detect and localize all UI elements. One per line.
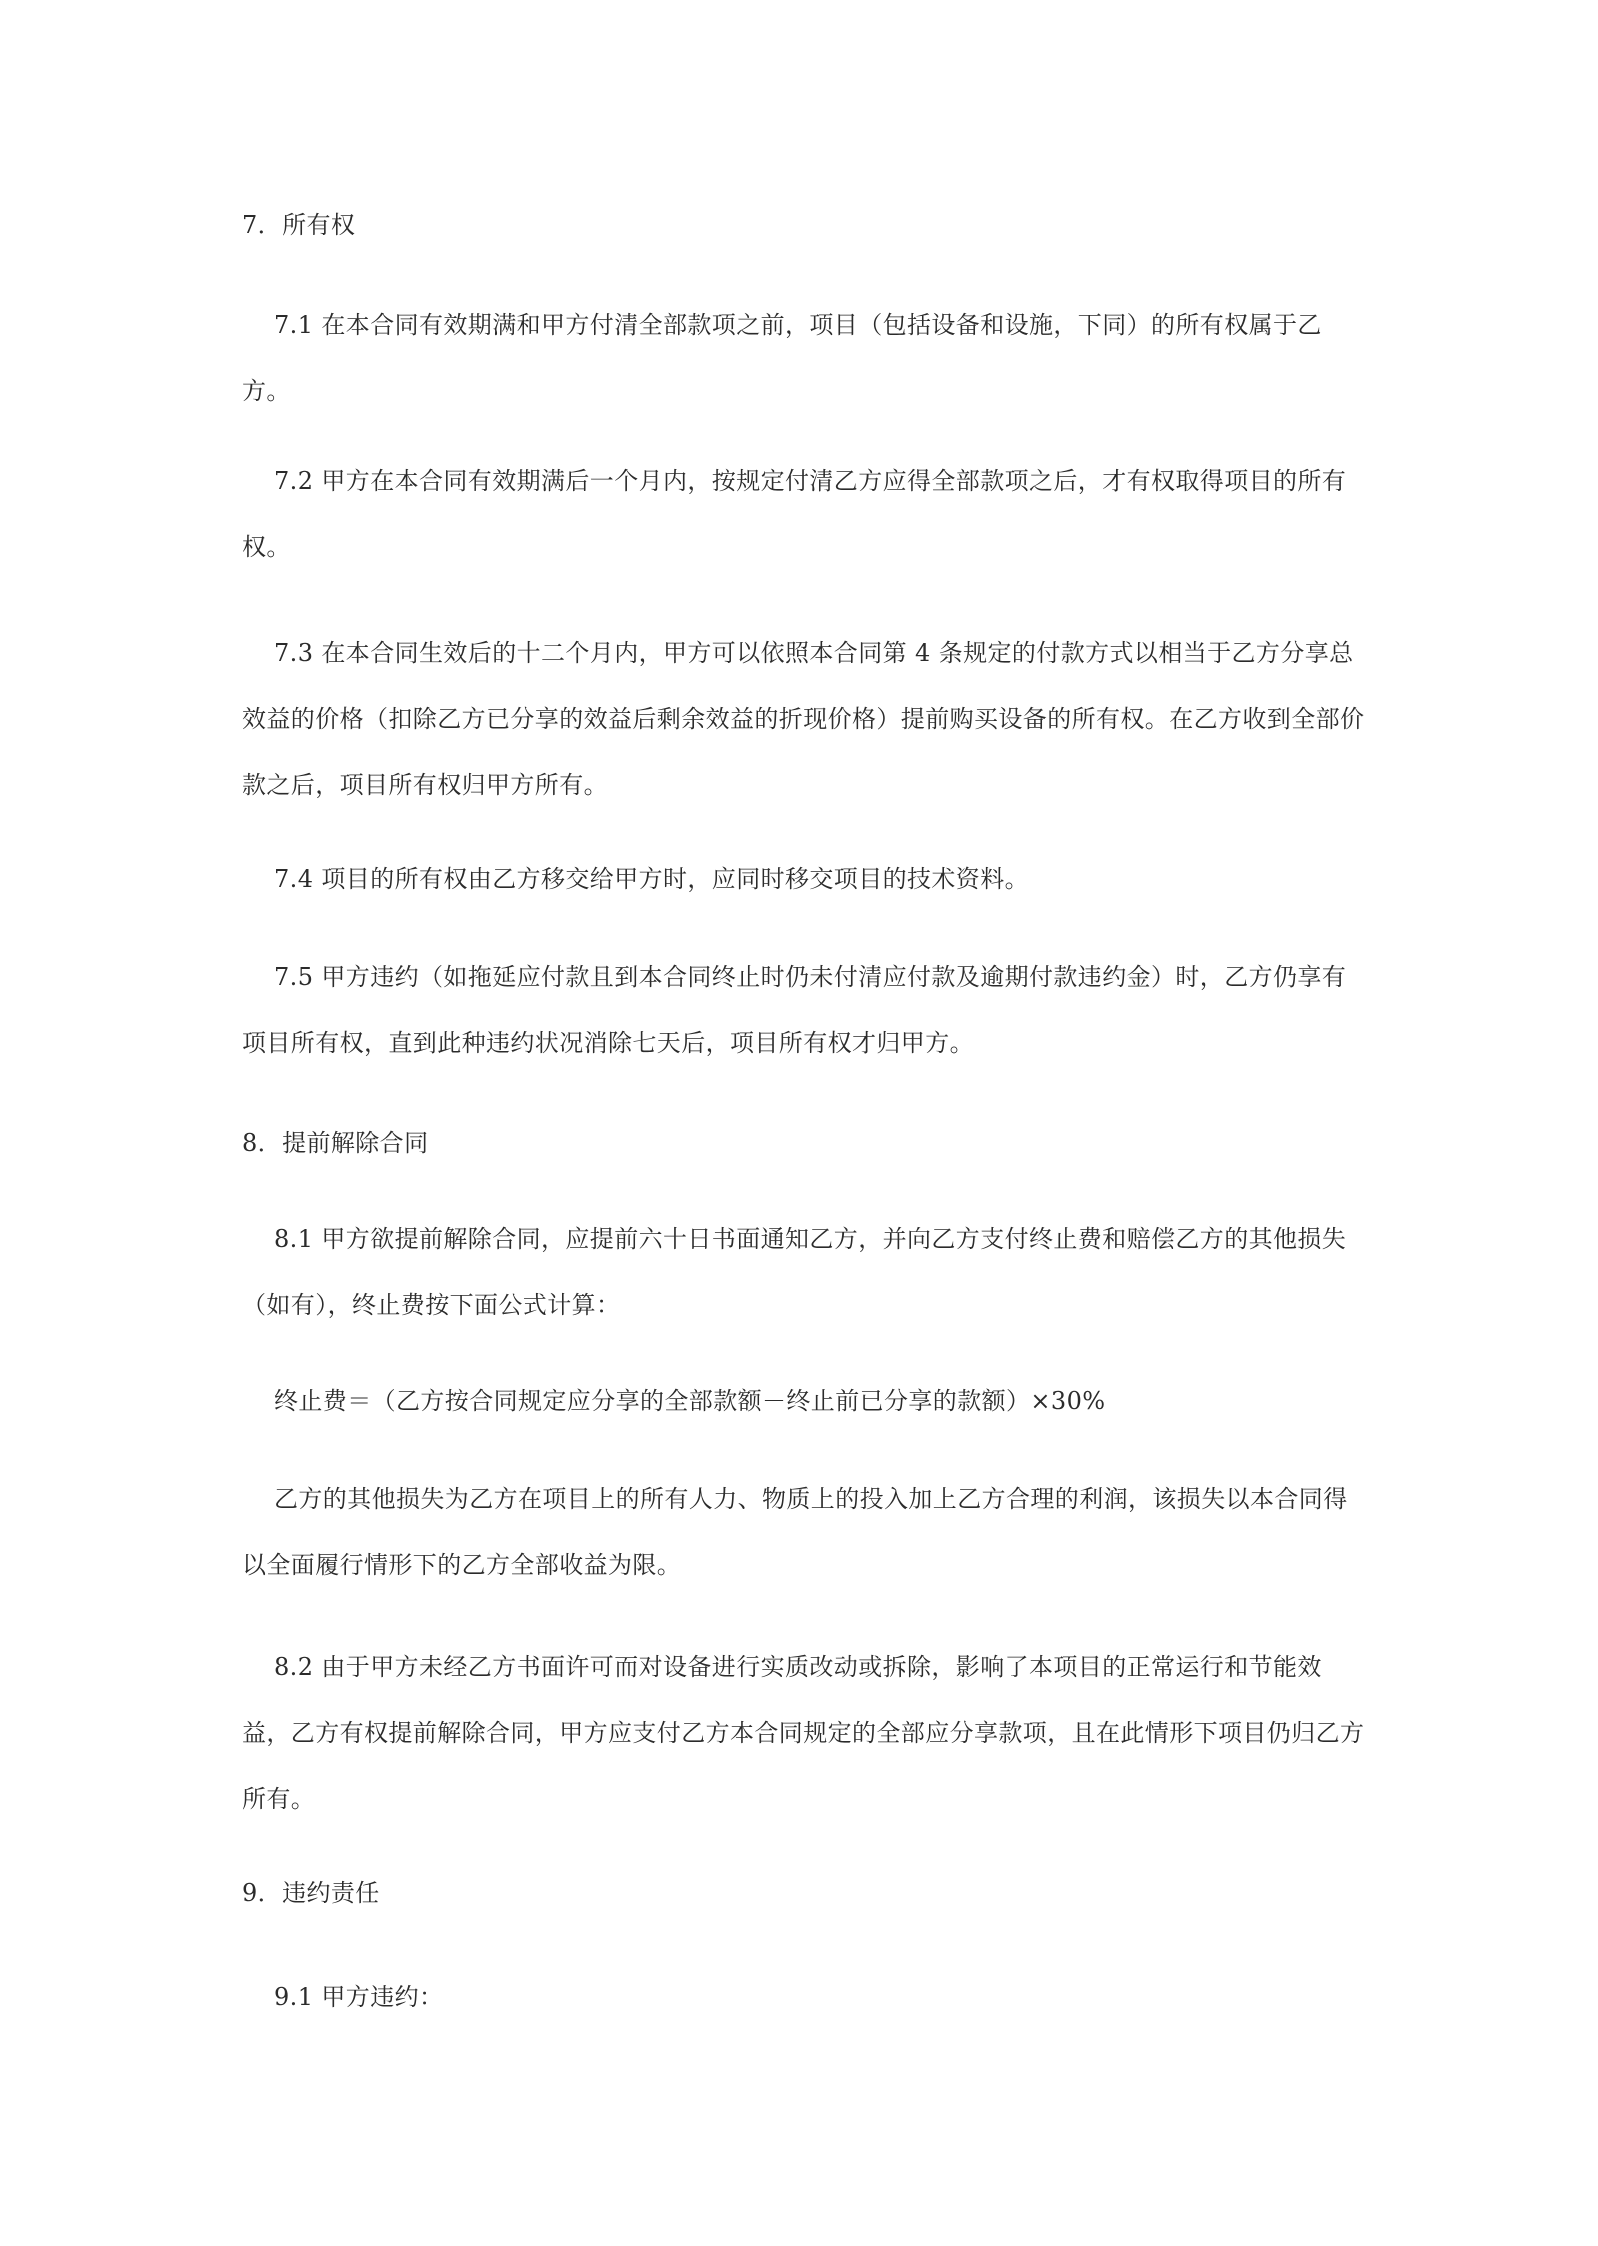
section-heading-9: 9．违约责任 — [242, 1879, 380, 1907]
other-losses-paragraph: 乙方的其他损失为乙方在项目上的所有人力、物质上的投入加上乙方合理的利润，该损失以本合同得以全面履行情形下的乙方全部收益为限。 — [242, 1485, 1348, 1579]
clause-7-1: 7.1 在本合同有效期满和甲方付清全部款项之前，项目（包括设备和设施，下同）的所有权属于乙方。 — [242, 311, 1322, 405]
clause-7-5: 7.5 甲方违约（如拖延应付款且到本合同终止时仍未付清应付款及逾期付款违约金）时，乙方仍享有项目所有权，直到此种违约状况消除七天后，项目所有权才归甲方。 — [242, 963, 1347, 1057]
clause-9-1: 9.1 甲方违约： — [274, 1983, 444, 2011]
clause-7-4: 7.4 项目的所有权由乙方移交给甲方时，应同时移交项目的技术资料。 — [274, 865, 1029, 893]
clause-7-3: 7.3 在本合同生效后的十二个月内，甲方可以依照本合同第 4 条规定的付款方式以相当于乙方分享总效益的价格（扣除乙方已分享的效益后剩余效益的折现价格）提前购买设备的所有权。在乙方收到全部价款之后，项目所有权归甲方所有。 — [242, 639, 1365, 799]
section-heading-8: 8．提前解除合同 — [242, 1129, 429, 1157]
clause-8-1: 8.1 甲方欲提前解除合同，应提前六十日书面通知乙方，并向乙方支付终止费和赔偿乙方的其他损失（如有），终止费按下面公式计算： — [242, 1225, 1347, 1319]
clause-8-2: 8.2 由于甲方未经乙方书面许可而对设备进行实质改动或拆除，影响了本项目的正常运行和节能效益，乙方有权提前解除合同，甲方应支付乙方本合同规定的全部应分享款项，且在此情形下项目仍归乙方所有。 — [242, 1653, 1365, 1813]
clause-7-2: 7.2 甲方在本合同有效期满后一个月内，按规定付清乙方应得全部款项之后，才有权取得项目的所有权。 — [242, 467, 1347, 561]
section-heading-7: 7．所有权 — [242, 211, 356, 239]
termination-fee-formula: 终止费＝（乙方按合同规定应分享的全部款额－终止前已分享的款额）×30% — [274, 1387, 1106, 1415]
